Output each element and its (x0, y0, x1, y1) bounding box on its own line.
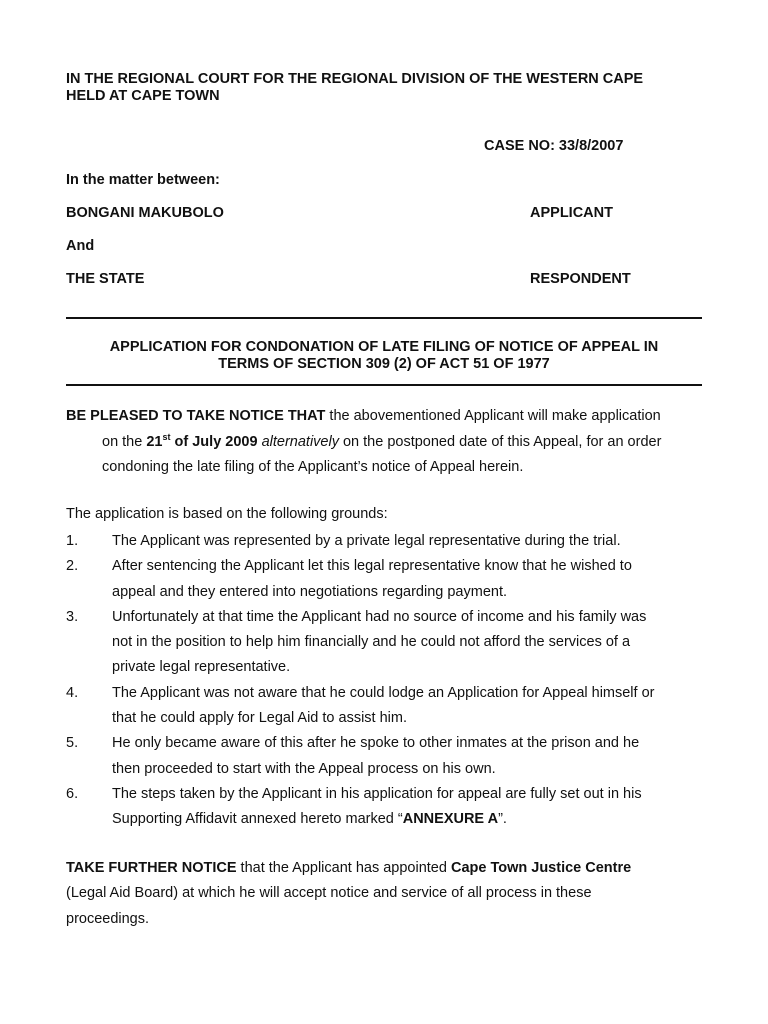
ground-item (66, 605, 726, 681)
further-notice-line-3: proceedings. (66, 910, 150, 927)
justice-centre-name: Cape Town Justice Centre (450, 860, 632, 876)
ground-text: After sentencing the Applicant let this legal representative know that he wished to appeal and they entered into negotiations regarding payment. (112, 558, 632, 600)
ground-text: He only became aware of this after he spoke to other inmates at the prison and he then proceeded to start with the Appeal process on his own. (112, 735, 640, 777)
notice-lead: BE PLEASED TO TAKE NOTICE THAT (66, 408, 326, 424)
alternatively-word: alternatively (261, 433, 339, 450)
respondent-name: THE STATE (66, 271, 145, 287)
further-notice-line-1 (66, 856, 726, 881)
ground-number: 3. (66, 608, 79, 625)
further-notice-line-2: (Legal Aid Board) at which he will accept notice and service of all process in these (66, 885, 592, 902)
grounds-intro: The application is based on the following grounds: (66, 506, 388, 522)
grounds-list (66, 529, 726, 833)
ground-item (66, 529, 726, 554)
hearing-day-suffix: st (162, 431, 171, 442)
notice-line-1 (66, 404, 726, 430)
ground-text: Unfortunately at that time the Applicant had no source of income and his family was not in the position to help him financially and he could not afford the services of a private legal representative. (112, 608, 647, 676)
case-number: CASE NO: 33/8/2007 (484, 138, 624, 154)
ground-item (66, 554, 726, 605)
application-title-line-2: TERMS OF SECTION 309 (2) OF ACT 51 OF 1977 (218, 356, 550, 372)
hearing-month-year: of July 2009 (170, 433, 258, 450)
notice-date-rest: on the postponed date of this Appeal, for an order (338, 433, 662, 450)
divider-bottom (66, 384, 702, 386)
ground-item (66, 681, 726, 732)
ground-6-line-1: The steps taken by the Applicant in his application for appeal are fully set out in his (112, 785, 642, 802)
ground-number: 4. (66, 684, 79, 701)
notice-line-3: condoning the late filing of the Applicant’s notice of Appeal herein. (102, 459, 524, 475)
ground-6-line-2-prefix: Supporting Affidavit annexed hereto marked “ (112, 811, 403, 828)
ground-text: The Applicant was represented by a private legal representative during the trial. (112, 533, 621, 549)
notice-paragraph (66, 404, 726, 481)
application-title-line-1: APPLICATION FOR CONDONATION OF LATE FILING OF NOTICE OF APPEAL IN (109, 339, 659, 355)
court-heading (66, 71, 643, 105)
respondent-role: RESPONDENT (530, 271, 631, 287)
notice-line-2 (66, 430, 726, 456)
hearing-day: 21 (146, 433, 163, 450)
annexure-label: ANNEXURE A (402, 811, 499, 828)
ground-number: 6. (66, 785, 79, 802)
notice-date-prefix: on the (102, 433, 147, 450)
divider-top (66, 317, 702, 319)
ground-text: The Applicant was not aware that he could lodge an Application for Appeal himself or that he could apply for Legal Aid to assist him. (112, 684, 655, 727)
ground-6-line-2-suffix: ”. (498, 811, 507, 828)
and-label: And (66, 238, 95, 254)
ground-text (112, 782, 642, 833)
ground-item (66, 731, 726, 782)
further-notice-lead: TAKE FURTHER NOTICE (66, 860, 237, 876)
ground-number: 1. (66, 533, 79, 549)
applicant-name: BONGANI MAKUBOLO (66, 205, 224, 221)
matter-between: In the matter between: (66, 172, 220, 188)
application-title (66, 339, 702, 373)
court-heading-line-1: IN THE REGIONAL COURT FOR THE REGIONAL DIVISION OF THE WESTERN CAPE (66, 71, 644, 87)
further-notice-mid: that the Applicant has appointed (236, 860, 451, 876)
court-heading-line-2: HELD AT CAPE TOWN (66, 88, 220, 104)
notice-lead-rest: the abovementioned Applicant will make application (325, 408, 661, 424)
ground-number: 5. (66, 735, 79, 752)
ground-number: 2. (66, 558, 79, 575)
further-notice (66, 856, 726, 932)
ground-item (66, 782, 726, 833)
applicant-role: APPLICANT (530, 205, 613, 221)
